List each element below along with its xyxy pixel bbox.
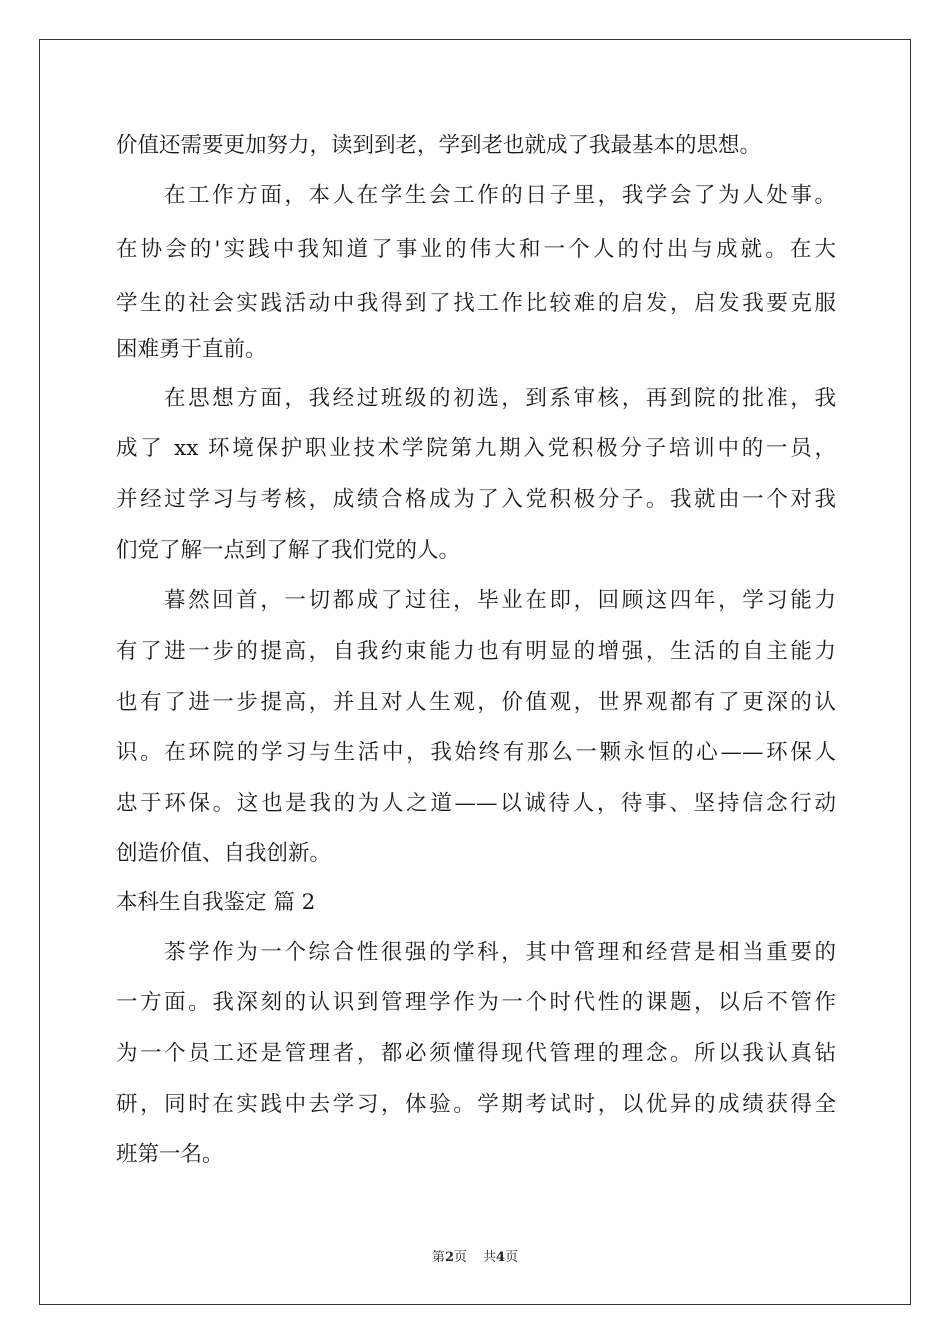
section-heading: 本科生自我鉴定 篇 2: [116, 890, 316, 915]
paragraph-line: 并经过学习与考核，成绩合格成为了入党积极分子。我就由一个对我: [116, 487, 836, 512]
paragraph-line: 在协会的'实践中我知道了事业的伟大和一个人的付出与成就。在大: [116, 237, 836, 262]
paragraph-line: 困难勇于直前。: [116, 337, 267, 362]
paragraph-line: 在思想方面，我经过班级的初选，到系审核，再到院的批准，我: [164, 386, 836, 411]
paragraph-line: 忠于环保。这也是我的为人之道——以诚待人，待事、坚持信念行动: [116, 791, 836, 816]
page-footer: [0, 1246, 950, 1265]
total-pages-label: 共4页: [483, 1250, 519, 1265]
paragraph-line: 价值还需要更加努力，读到到老，学到老也就成了我最基本的思想。: [116, 133, 762, 158]
paragraph-line: 班第一名。: [116, 1142, 224, 1167]
page-number-label: 第2页: [431, 1250, 467, 1265]
paragraph-line: 学生的社会实践活动中我得到了找工作比较难的启发，启发我要克服: [116, 291, 836, 316]
paragraph-line: 一方面。我深刻的认识到管理学作为一个时代性的课题，以后不管作: [116, 990, 836, 1015]
paragraph-line: 识。在环院的学习与生活中，我始终有那么一颗永恒的心——环保人: [116, 740, 836, 765]
paragraph-line: 成了 xx 环境保护职业技术学院第九期入党积极分子培训中的一员，: [116, 436, 836, 461]
paragraph-line: 也有了进一步提高，并且对人生观，价值观，世界观都有了更深的认: [116, 690, 836, 715]
paragraph-line: 为一个员工还是管理者，都必须懂得现代管理的理念。所以我认真钻: [116, 1041, 836, 1066]
paragraph-line: 在工作方面，本人在学生会工作的日子里，我学会了为人处事。: [164, 183, 836, 208]
paragraph-line: 创造价值、自我创新。: [116, 841, 332, 866]
paragraph-line: 们党了解一点到了解了我们党的人。: [116, 538, 461, 563]
paragraph-line: 茶学作为一个综合性很强的学科，其中管理和经营是相当重要的: [164, 940, 836, 965]
paragraph-line: 研，同时在实践中去学习，体验。学期考试时，以优异的成绩获得全: [116, 1092, 836, 1117]
paragraph-line: 有了进一步的提高，自我约束能力也有明显的增强，生活的自主能力: [116, 639, 836, 664]
paragraph-line: 暮然回首，一切都成了过往，毕业在即，回顾这四年，学习能力: [164, 588, 836, 613]
